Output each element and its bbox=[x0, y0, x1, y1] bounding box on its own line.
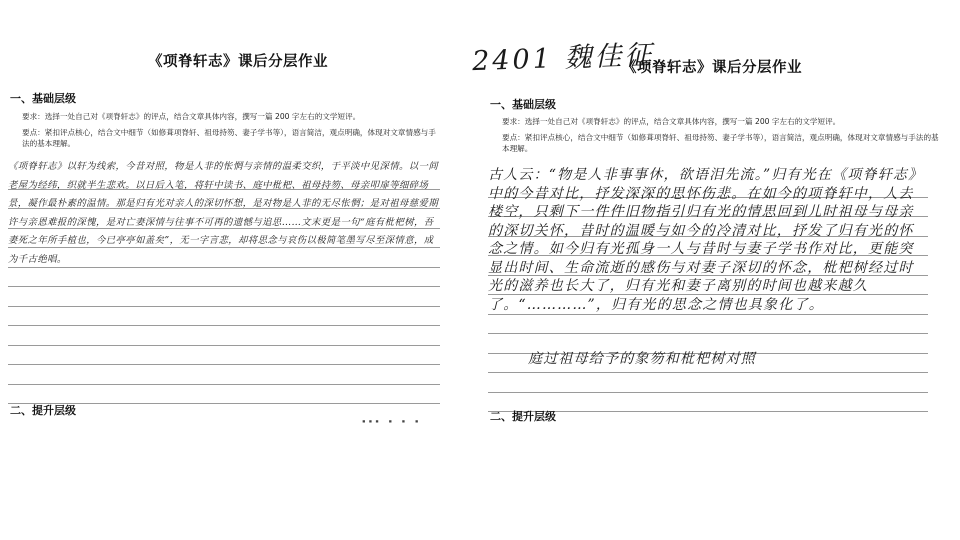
section-basic-heading: 一、基础层级 bbox=[490, 98, 556, 111]
requirement-text: 要求：选择一处自己对《项脊轩志》的评点，结合文章具体内容，撰写一篇 200 字左右的文学短评。 bbox=[502, 117, 841, 126]
section-advanced-heading: 二、提升层级 bbox=[10, 404, 76, 417]
requirement-text: 要求：选择一处自己对《项脊轩志》的评点，结合文章具体内容，撰写一篇 200 字左右的文学短评。 bbox=[22, 112, 361, 121]
student-name: 2401 魏佳征 bbox=[471, 39, 655, 78]
handwritten-note: 庭过祖母给予的象笏和枇杷树对照 bbox=[528, 351, 756, 367]
section-basic-heading: 一、基础层级 bbox=[10, 92, 76, 105]
scribble-marks: ▪▪▪ ▪ ▪ ▪ bbox=[362, 418, 422, 425]
worksheet-left bbox=[0, 0, 445, 430]
worksheet-right bbox=[471, 0, 960, 430]
section-advanced-heading: 二、提升层级 bbox=[490, 410, 556, 423]
worksheet-title: 《项脊轩志》课后分层作业 bbox=[622, 59, 802, 76]
key-points-text: 要点：紧扣评点核心，结合文中细节（如修葺项脊轩、祖母持笏、妻子学书等），语言简洁，观点明确，体现对文章情感与手法的基本理解。 bbox=[502, 133, 939, 153]
key-points-text: 要点：紧扣评点核心，结合文中细节（如修葺项脊轩、祖母持笏、妻子学书等），语言简洁，观点明确，体现对文章情感与手法的基本理解。 bbox=[22, 128, 436, 148]
handwritten-answer: 《项脊轩志》以轩为线索，今昔对照，物是人非的怅惘与亲情的温柔交织，于平淡中见深情。以一间老屋为经纬，织就半生悲欢。以日后入笔，将轩中读书、庭中枇杷、祖母持笏、母亲叩扉等细碎场景，凝作最朴素的温情。那是归有光对亲人的深切怀想，是对物是人非的无尽怅惘；是对祖母慈爱期许与亲恩难报的深愧，是对亡妻深情与往事不可再的遗憾与追思……文末更是一句“庭有枇杷树，吾妻死之年所手植也，今已亭亭如盖矣”，无一字言悲，却将思念与哀伤以极简笔墨写尽至深情意，成为千古绝唱。 bbox=[8, 161, 439, 265]
worksheet-title: 《项脊轩志》课后分层作业 bbox=[148, 53, 328, 70]
handwritten-answer: 古人云：“物是人非事事休，欲语泪先流。”归有光在《项脊轩志》中的今昔对比，抒发深深的思怀伤悲。在如今的项脊轩中，人去楼空，只剩下一件件旧物指引归有光的情思回到儿时祖母与母亲的深切关怀，昔时的温暖与如今的冷清对比，抒发了归有光的怀念之情。如今归有光孤身一人与昔时与妻子学书作对比，更能突显出时间、生命流逝的感伤与对妻子深切的怀念，枇杷树经过时光的滋养也长大了，归有光和妻子离别的时间也越来越久了。“…………”，归有光的思念之情也具象化了。 bbox=[488, 167, 924, 313]
